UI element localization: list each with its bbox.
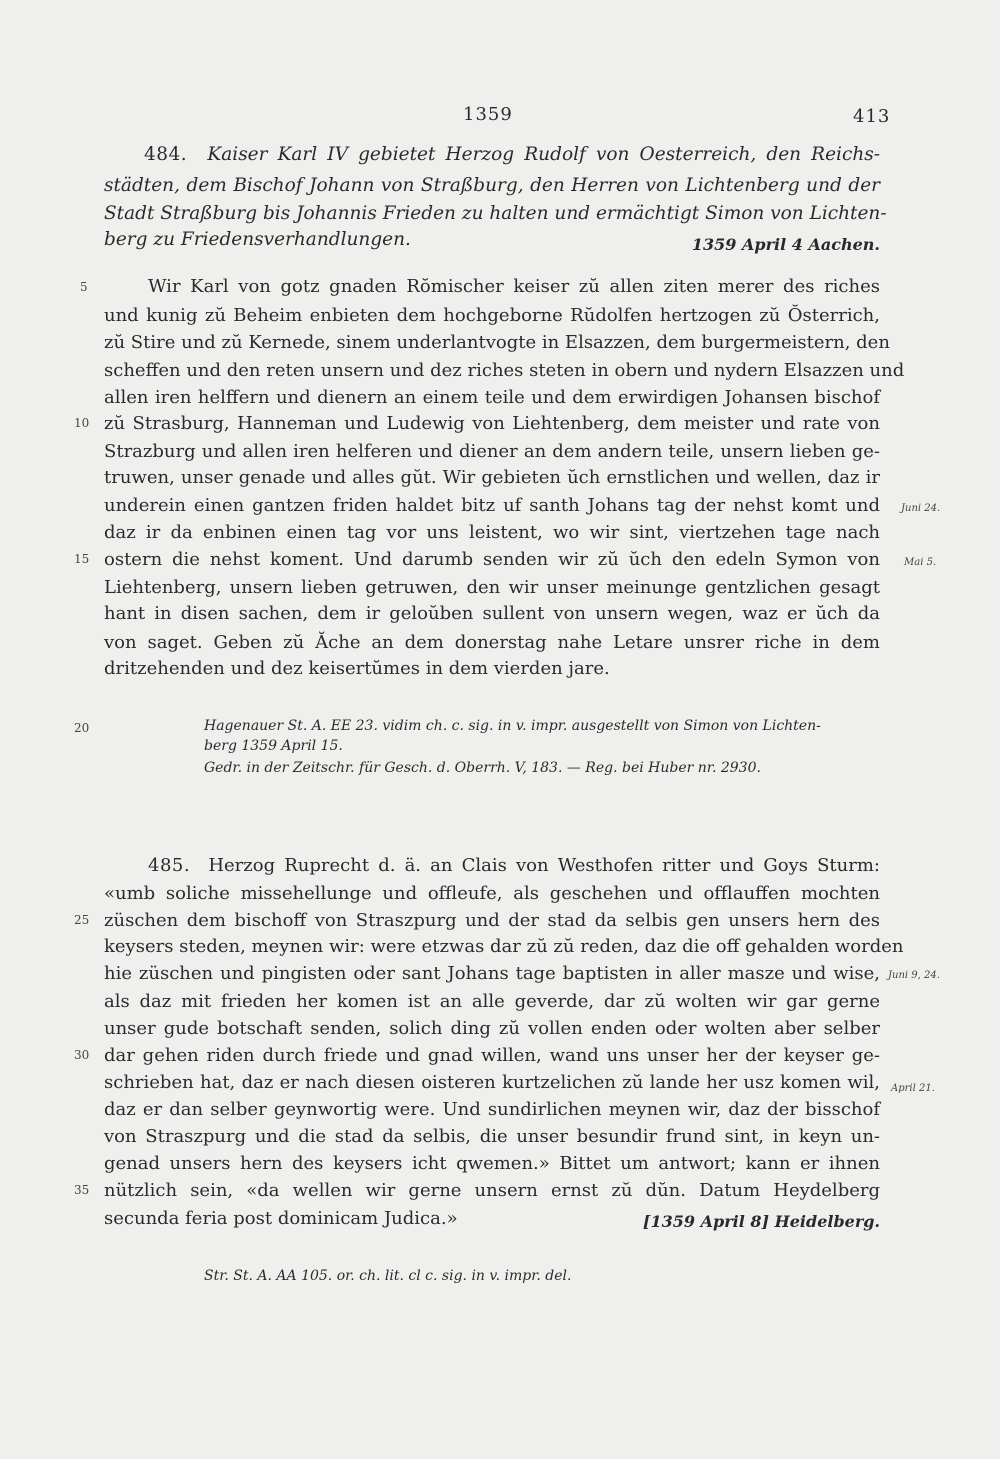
- side-date: Mai 5.: [904, 557, 937, 568]
- body-line: zŭ Stire und zŭ Kernede, sinem underlantvogte in Elsazzen, dem burgermeistern, den: [104, 332, 890, 353]
- body-line: nützlich sein, «da wellen wir gerne unsern ernst zŭ dŭn. Datum Heydelberg: [104, 1180, 880, 1201]
- margin-line-number: 15: [74, 552, 90, 566]
- margin-line-number: 25: [74, 913, 90, 927]
- source-note: Str. St. A. AA 105. or. ch. lit. cl c. sig. in v. impr. del.: [204, 1268, 572, 1284]
- doc-484-title-line: 484. Kaiser Karl IV gebietet Herzog Rudolf von Oesterreich, den Reichs-: [144, 144, 880, 165]
- body-line: underein einen gantzen friden haldet bitz uf santh Johans tag der nehst komt und: [104, 495, 880, 516]
- body-line: und kunig zŭ Beheim enbieten dem hochgeborne Rŭdolfen hertzogen zŭ Ŏsterrich,: [104, 305, 880, 326]
- body-line: allen iren helffern und dienern an einem teile und dem erwirdigen Johansen bischof: [104, 387, 880, 408]
- body-line: von Straszpurg und die stad da selbis, die unser besundir frund sint, in keyn un-: [104, 1126, 880, 1147]
- body-line: Liehtenberg, unsern lieben getruwen, den wir unser meinunge gentzlichen gesagt: [104, 577, 880, 598]
- body-line: truwen, unser genade und alles gŭt. Wir gebieten ŭch ernstlichen und wellen, daz ir: [104, 467, 880, 488]
- body-line: als daz mit frieden her komen ist an alle geverde, dar zŭ wolten wir gar gerne: [104, 991, 880, 1012]
- margin-line-number: 20: [74, 721, 90, 735]
- source-note: Hagenauer St. A. EE 23. vidim ch. c. sig. in v. impr. ausgestellt von Simon von Lichten-: [204, 718, 821, 734]
- body-line: unser gude botschaft senden, solich ding zŭ vollen enden oder wolten aber selber: [104, 1018, 880, 1039]
- body-line: daz er dan selber geynwortig were. Und sundirlichen meynen wir, daz der bisschof: [104, 1099, 880, 1120]
- body-line: daz ir da enbinen einen tag vor uns leistent, wo wir sint, viertzehen tage nach: [104, 522, 880, 543]
- doc-485-number: 485.: [148, 855, 191, 876]
- body-line: hie züschen und pingisten oder sant Johans tage baptisten in aller masze und wise,: [104, 963, 880, 984]
- doc-484-title-line: berg zu Friedensverhandlungen.: [104, 229, 411, 250]
- source-note: berg 1359 April 15.: [204, 738, 343, 754]
- body-line: Wir Karl von gotz gnaden Rŏmischer keiser zŭ allen ziten merer des riches: [148, 276, 880, 297]
- margin-line-number: 10: [74, 416, 90, 430]
- body-line: von saget. Geben zŭ Ăche an dem donerstag nahe Letare unsrer riche in dem: [104, 632, 880, 653]
- body-line: hant in disen sachen, dem ir geloŭben sullent von unsern wegen, waz er ŭch da: [104, 603, 880, 624]
- body-line: scheffen und den reten unsern und dez riches steten in obern und nydern Elsazzen und: [104, 360, 905, 381]
- side-date: Juni 9, 24.: [888, 970, 940, 981]
- doc-484-number: 484.: [144, 144, 188, 165]
- margin-line-number: 30: [74, 1048, 90, 1062]
- body-line: «umb soliche missehellunge und offleufe, als geschehen und offlauffen mochten: [104, 883, 880, 904]
- doc-485-date: [1359 April 8] Heidelberg.: [642, 1212, 880, 1231]
- body-line: keysers steden, meynen wir: were etzwas dar zŭ zŭ reden, daz die off gehalden worden: [104, 936, 904, 957]
- margin-line-number: 35: [74, 1183, 90, 1197]
- doc-484-title-line: Stadt Straßburg bis Johannis Frieden zu halten und ermächtigt Simon von Lichten-: [104, 203, 887, 224]
- body-line: ostern die nehst koment. Und darumb senden wir zŭ ŭch den edeln Symon von: [104, 549, 880, 570]
- body-line: schrieben hat, daz er nach diesen oisteren kurtzelichen zŭ lande her usz komen wil,: [104, 1072, 880, 1093]
- source-note: Gedr. in der Zeitschr. für Gesch. d. Oberrh. V, 183. — Reg. bei Huber nr. 2930.: [204, 760, 761, 776]
- body-line: 485. Herzog Ruprecht d. ä. an Clais von Westhofen ritter und Goys Sturm:: [148, 855, 880, 876]
- body-line: dar gehen riden durch friede und gnad willen, wand uns unser her der keyser ge-: [104, 1045, 880, 1066]
- page-year-header: 1359: [463, 104, 513, 125]
- body-line: secunda feria post dominicam Judica.»: [104, 1208, 458, 1229]
- margin-line-number: 5: [80, 280, 88, 294]
- body-line: züschen dem bischoff von Straszpurg und der stad da selbis gen unsers hern des: [104, 910, 880, 931]
- doc-484-date: 1359 April 4 Aachen.: [691, 235, 880, 254]
- page-number: 413: [853, 106, 891, 127]
- body-line: zŭ Strasburg, Hanneman und Ludewig von Liehtenberg, dem meister und rate von: [104, 413, 880, 434]
- body-line: genad unsers hern des keysers icht qwemen.» Bittet um antwort; kann er ihnen: [104, 1153, 880, 1174]
- side-date: Juni 24.: [901, 503, 941, 514]
- doc-484-title-line: städten, dem Bischof Johann von Straßburg, den Herren von Lichtenberg und der: [104, 175, 880, 196]
- body-line: Strazburg und allen iren helferen und diener an dem andern teile, unsern lieben ge-: [104, 441, 880, 462]
- side-date: April 21.: [891, 1083, 935, 1094]
- body-line: dritzehenden und dez keisertŭmes in dem vierden jare.: [104, 658, 610, 679]
